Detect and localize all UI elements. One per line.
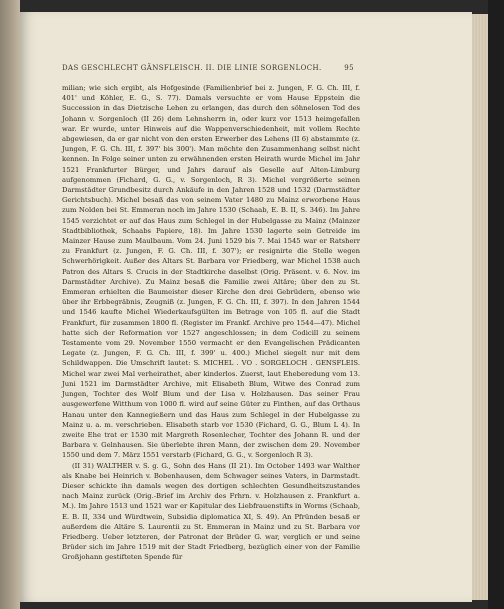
scan-background: [488, 0, 504, 609]
paragraph-michel: milian; wie sich ergibt, als Hofgesinde (Familienbrief bei z. Jungen, F. G. Ch. III, f. 401' und Köhler, E. G., S. 77). Damals versuchte er vom Hause Eppstein die Succession in das Dietzische Lehen zu erlangen, das durch den söhnelosen Tod des Johann v. Sorgenloch (II 26) dem Lehnsherrn in, oder kurz vor 1513 heimgefallen war. Er wurde, unter Hinweis auf die Wappenverschiedenheit, mit vollem Rechte abgewiesen, da er gar nicht von den ersten Erwerber des Lehens (II 6) abstammte (z. Jungen, F. G. Ch. III, f. 397' bis 300'). Man möchte den Zusammenhang selbst nicht kennen. In Folge seiner unten zu erwähnenden ersten Heirath wurde Michel im Jahr 1521 Frankfurter Bürger, und Jahrs darauf als Geselle auf Alten-Limburg aufgenommen (Fichard, G. G., v. Sorgenloch, R 3). Michel vergrößerte seinen Darmstädter Grundbesitz durch Ankäufe in den Jahren 1528 und 1532 (Darmstädter Gerichtsbuch). Michel besaß das von seinem Vater 1480 zu Mainz erworbene Haus zum Nolden bei St. Emmeran noch im Jahre 1530 (Schaab, E. B. II, S. 346). Im Jahre 1545 verzichtet er auf das Haus zum Schlegel in der Hubelgasse zu Mainz (Mainzer Stadtbibliothek, Schaabs Papiere, 18). Im Jahre 1530 lagerte sein Getreide im Mainzer Hause zum Maulbaum. Vom 24. Juni 1529 bis 7. Mai 1545 war er Ratsherr zu Frankfurt (z. Jungen, F. G. Ch. III, f. 307'); er resignirte die Stelle wegen Schwerhörigkeit. Außer des Altars St. Barbara vor Friedberg, war Michel 1538 auch Patron des Altars S. Crucis in der Stadtkirche daselbst (Orig. Präsent. v. 6. Nov. im Darmstädter Archive). Zu Mainz besaß die Familie zwei Altäre; über den zu St. Emmeran erhielten die Baumeister dieser Kirche den drei Gebrüdern, ebenso wie über ihr Erbbegräbnis, Zeugniß (z. Jungen, F. G. Ch. III, f. 397). In den Jahren 1544 und 1546 kaufte Michel Wiederkaufsgülten im Betrage von 105 fl. auf die Stadt Frankfurt, für zusammen 1800 fl. (Register im Frankf. Archive pro 1544—47). Michel hatte sich der Reformation vor 1527 angeschlossen; in dem Codicill zu seinem Testamente vom 29. November 1550 vermacht er den Evangelischen Prädicanten Legate (z. Jungen, F. G. Ch. III, f. 399' u. 400.) Michel siegelt nur mit dem Schildwappen. Die Umschrift lautet: S. MICHEL . VO . SORGELOCH . GENSFLEIS. Michel war zwei Mal verheirathet, aber kinderlos. Zuerst, laut Eheberedung vom 13. Juni 1521 im Darmstädter Archive, mit Elisabeth Blum, Witwe des Conrad zum Jungen, Tochter des Wolf Blum und der Lisa v. Holzhausen. Das seiner Frau ausgewerfene Witthum von 1000 fl. wird auf seine Güter zu Finthen, auf das Orthaus Hanau unter den Kannegießern und das Haus zum Schlegel in der Hubelgasse zu Mainz u. a. m. verschrieben. Elisabeth starb vor 1530 (Fichard, G. G., Blum L 4). In zweite Ehe trat er 1530 mit Margreth Rosenlecher, Tochter des Johann R. und der Barbara v. Gelnhausen. Sie überlebte ihren Mann, der zwischen dem 29. November 1550 und dem 7. März 1551 verstarb (Fichard, G. G., v. Sorgenloch R 3).: [62, 84, 360, 460]
page-header: [62, 64, 354, 78]
running-title: DAS GESCHLECHT GÄNSFLEISCH. II. DIE LINIE SORGENLOCH.: [62, 64, 322, 72]
paragraph-walther: (II 31) WALTHER v. S. g. G., Sohn des Hans (II 21). Im October 1493 war Walther als Knabe bei Heinrich v. Bobenhausen, dem Schwager seines Vaters, in Darmstadt. Dieser schickte ihn damals wegen des dortigen schlechten Gesundheitszustandes nach Mainz zurück (Orig.-Brief im Archiv des Frhrn. v. Holzhausen z. Frankfurt a. M.). Im Jahre 1513 und 1521 war er Kapitular des Liebfrauenstifts in Worms (Schaab, E. B. II, 334 und Würdtwein, Subsidia diplomatica XI, S. 49). An Pfründen besaß er außerdem die Altäre S. Laurentii zu St. Emmeran in Mainz und zu St. Barbara vor Friedberg. Ueber letzteren, der Patronat der Brüder G. war, verglich er und seine Brüder sich im Jahre 1519 mit der Stadt Friedberg, bezüglich einer von der Familie Großjohann gestifteten Spende für: [62, 461, 360, 562]
page-stack-edge: [472, 14, 488, 600]
page-number: 95: [344, 64, 354, 72]
facing-page-gutter: [0, 0, 20, 609]
body-text: [62, 83, 360, 563]
